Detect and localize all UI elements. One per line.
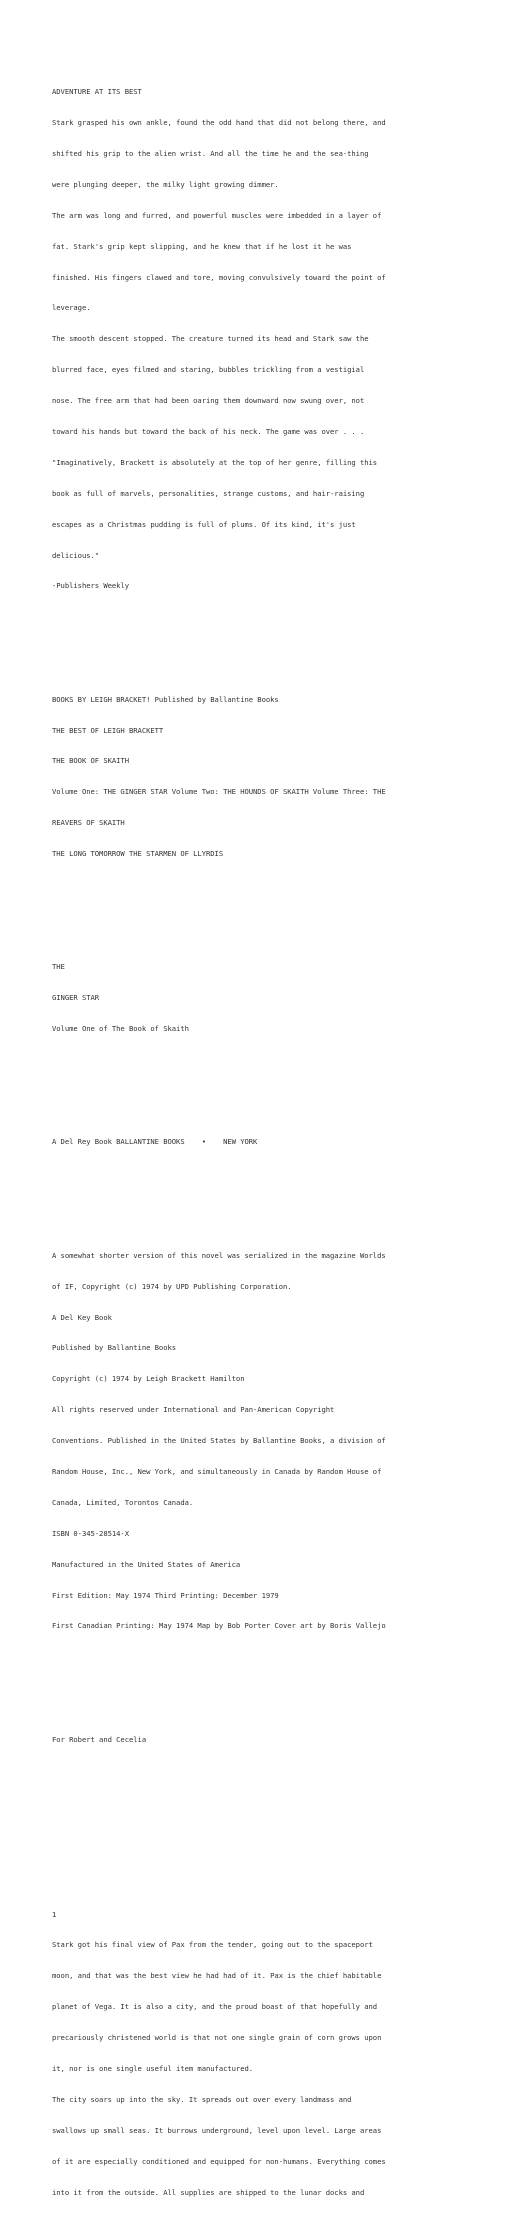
blank-line (52, 633, 492, 643)
blank-line (52, 901, 492, 911)
review-quote-line: book as full of marvels, personalities, strange customs, and hair-raising (52, 488, 365, 498)
copyright-line: A somewhat shorter version of this novel was serialized in the magazine Worlds (52, 1250, 386, 1260)
book-title-line: REAVERS OF SKAITH (52, 818, 125, 828)
subtitle-line: Volume One of The Book of Skaith (52, 1024, 189, 1034)
books-by-heading: BOOKS BY LEIGH BRACKET! Published by Ballantine Books (52, 694, 279, 704)
text-line: Stark got his final view of Pax from the tender, going out to the spaceport (52, 1940, 373, 1950)
book-title-line: THE BOOK OF SKAITH (52, 756, 129, 766)
title-line: THE (52, 962, 65, 972)
text-line: precariously christened world is that not one single grain of corn grows upon (52, 2033, 382, 2043)
text-line: swallows up small seas. It burrows underground, level upon level. Large areas (52, 2125, 382, 2135)
copyright-line: Canada, Limited, Torontos Canada. (52, 1497, 194, 1507)
copyright-line: Copyright (c) 1974 by Leigh Brackett Hamilton (52, 1374, 245, 1384)
text-line: toward his hands but toward the back of his neck. The game was over . . . (52, 426, 365, 436)
dedication (52, 1714, 492, 1765)
book-title-line: THE BEST OF LEIGH BRACKETT (52, 725, 164, 735)
text-line: leverage. (52, 303, 91, 313)
copyright-line: Random House, Inc., New York, and simultaneously in Canada by Random House of (52, 1466, 382, 1476)
review-attribution: -Publishers Weekly (52, 581, 129, 591)
blank-line (52, 1673, 492, 1683)
review-quote-line: escapes as a Christmas pudding is full of plums. Of its kind, it's just (52, 519, 356, 529)
text-line: Stark grasped his own ankle, found the odd hand that did not belong there, and (52, 118, 386, 128)
review-quote-line: delicious." (52, 550, 100, 560)
text-line: it, nor is one single useful item manufactured. (52, 2064, 254, 2073)
copyright-line: A Del Key Book (52, 1312, 112, 1322)
book-title-line: Volume One: THE GINGER STAR Volume Two: THE HOUNDS OF SKAITH Volume Three: THE (52, 787, 386, 797)
blank-space (52, 1786, 492, 1827)
copyright-line: Manufactured in the United States of America (52, 1559, 241, 1569)
blank-line (52, 1848, 492, 1858)
text-line: shifted his grip to the alien wrist. And all the time he and the sea-thing (52, 148, 369, 158)
chapter-number: 1 (52, 1909, 57, 1919)
copyright-block (52, 1230, 492, 1652)
blank-line (52, 1076, 492, 1086)
text-line: The city soars up into the sky. It spreads out over every landmass and (52, 2094, 352, 2104)
document-page (52, 46, 492, 2229)
title-page (52, 942, 492, 1055)
publisher-imprint: A Del Rey Book BALLANTINE BOOKS • NEW YORK (52, 1137, 258, 1147)
review-quote-line: "Imaginatively, Brackett is absolutely at the top of her genre, filling this (52, 457, 378, 467)
chapter-one (52, 1889, 492, 2219)
text-line: blurred face, eyes filmed and staring, bubbles trickling from a vestigial (52, 365, 365, 375)
publisher-line (52, 1117, 492, 1168)
copyright-line: Conventions. Published in the United States by Ballantine Books, a division of (52, 1436, 386, 1446)
excerpt-heading: ADVENTURE AT ITS BEST (52, 87, 142, 97)
blank-line (52, 1189, 492, 1199)
text-line: nose. The free arm that had been oaring them downward now swung over, not (52, 396, 365, 406)
edition-line: First Edition: May 1974 Third Printing: December 1979 (52, 1590, 279, 1600)
text-line: were plunging deeper, the milky light growing dimmer. (52, 179, 279, 189)
isbn-line: ISBN 0-345-28514-X (52, 1528, 129, 1538)
text-line: moon, and that was the best view he had had of it. Pax is the chief habitable (52, 1971, 382, 1981)
text-line: fat. Stark's grip kept slipping, and he knew that if he lost it he was (52, 241, 352, 251)
books-by-author (52, 674, 492, 880)
copyright-line: of IF, Copyright (c) 1974 by UPD Publishing Corporation. (52, 1281, 292, 1291)
copyright-line: Published by Ballantine Books (52, 1343, 177, 1353)
text-line: The smooth descent stopped. The creature turned its head and Stark saw the (52, 334, 369, 344)
title-line: GINGER STAR (52, 993, 100, 1003)
copyright-line: All rights reserved under International and Pan-American Copyright (52, 1405, 335, 1415)
text-line: into it from the outside. All supplies are shipped to the lunar docks and (52, 2187, 365, 2197)
edition-line: First Canadian Printing: May 1974 Map by Bob Porter Cover art by Boris Vallejo (52, 1621, 386, 1631)
text-line: finished. His fingers clawed and tore, moving convulsively toward the point of (52, 272, 386, 282)
dedication-line: For Robert and Cecelia (52, 1734, 147, 1744)
text-line: of it are especially conditioned and equipped for non-humans. Everything comes (52, 2156, 386, 2166)
back-cover-excerpt (52, 67, 492, 613)
book-title-line: THE LONG TOMORROW THE STARMEN OF LLYRDIS (52, 849, 224, 859)
text-line: planet of Vega. It is also a city, and the proud boast of that hopefully and (52, 2002, 378, 2012)
text-line: The arm was long and furred, and powerful muscles were imbedded in a layer of (52, 210, 382, 220)
